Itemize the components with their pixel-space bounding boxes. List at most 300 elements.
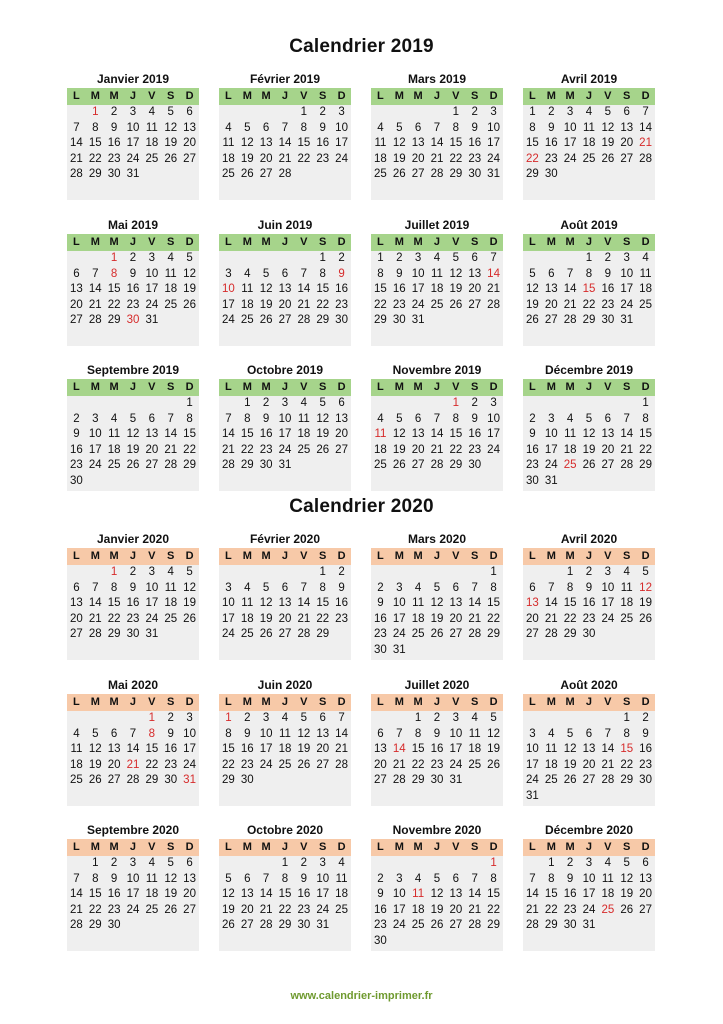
day-cell: 15 <box>316 283 330 295</box>
day-cell: 6 <box>148 412 156 425</box>
month-block <box>219 71 351 200</box>
day-cell: 11 <box>241 597 254 609</box>
day-cell: 10 <box>392 597 406 609</box>
day-cell: 16 <box>335 283 348 295</box>
day-empty <box>428 565 447 581</box>
day-cell: 22 <box>487 612 500 625</box>
weekday-header <box>219 88 351 105</box>
day-cell: 26 <box>316 443 330 456</box>
weekday-label: M <box>394 90 404 102</box>
weekday-label: D <box>185 90 194 102</box>
day-cell: 29 <box>222 774 235 786</box>
weekday-label: L <box>377 90 384 102</box>
day-cell: 30 <box>563 919 577 931</box>
day-cell: 13 <box>582 743 596 755</box>
day-empty <box>371 711 390 727</box>
day-cell: 17 <box>544 443 558 456</box>
weekday-label: M <box>394 381 404 393</box>
day-cell: 19 <box>526 298 539 311</box>
day-cell: 30 <box>335 314 348 326</box>
day-cell: 6 <box>110 727 118 740</box>
weekday-label: M <box>242 381 252 393</box>
day-cell: 16 <box>582 597 596 609</box>
day-cell: 17 <box>183 743 196 755</box>
day-grid <box>219 396 351 491</box>
day-cell: 22 <box>449 443 463 456</box>
day-cell: 23 <box>374 628 387 640</box>
day-empty <box>390 856 409 872</box>
day-cell: 2 <box>129 252 137 264</box>
day-cell: 10 <box>126 872 140 885</box>
day-cell: 30 <box>374 934 387 947</box>
weekday-label: D <box>337 550 346 562</box>
day-cell: 29 <box>544 919 558 931</box>
day-cell: 1 <box>319 566 326 578</box>
day-cell: 8 <box>319 267 326 280</box>
day-cell: 29 <box>88 919 102 931</box>
day-cell: 23 <box>468 443 482 456</box>
month-block <box>219 362 351 491</box>
day-cell: 30 <box>392 314 406 326</box>
day-cell: 4 <box>338 857 345 869</box>
day-cell: 12 <box>88 743 102 755</box>
weekday-header <box>67 839 199 856</box>
day-cell: 8 <box>148 727 156 740</box>
day-cell: 5 <box>490 712 497 724</box>
day-cell: 30 <box>259 459 273 471</box>
day-cell: 17 <box>316 888 330 900</box>
day-cell: 2 <box>433 712 441 724</box>
weekday-label: J <box>433 696 441 708</box>
month-block <box>67 677 199 806</box>
day-empty <box>276 565 295 581</box>
day-cell: 18 <box>164 597 178 609</box>
day-cell: 4 <box>642 252 649 264</box>
day-cell: 17 <box>487 137 500 149</box>
day-empty <box>142 396 161 412</box>
day-cell: 27 <box>620 152 634 165</box>
day-cell: 12 <box>563 743 577 755</box>
day-cell: 15 <box>544 888 558 900</box>
day-cell: 16 <box>526 443 539 456</box>
month-block <box>523 362 655 491</box>
weekday-label: L <box>225 381 232 393</box>
day-cell: 11 <box>164 267 177 280</box>
day-cell: 28 <box>70 168 83 180</box>
day-cell: 7 <box>73 121 80 134</box>
day-cell: 11 <box>222 137 235 149</box>
weekday-label: S <box>471 696 479 708</box>
weekday-label: M <box>413 90 423 102</box>
day-empty <box>219 105 238 121</box>
day-cell: 15 <box>639 428 652 440</box>
day-cell: 9 <box>433 727 441 740</box>
day-cell: 1 <box>281 857 289 869</box>
day-cell: 24 <box>544 459 558 471</box>
weekday-label: M <box>565 550 575 562</box>
day-cell: 21 <box>601 758 615 771</box>
day-cell: 23 <box>526 459 539 471</box>
day-cell: 16 <box>392 283 406 295</box>
day-cell: 19 <box>316 428 330 440</box>
weekday-label: V <box>452 236 460 248</box>
day-cell: 25 <box>70 774 83 786</box>
day-cell: 1 <box>148 712 156 724</box>
day-empty <box>428 105 447 121</box>
day-cell: 3 <box>396 581 403 594</box>
day-cell: 11 <box>145 872 158 885</box>
day-cell: 30 <box>297 919 311 931</box>
day-cell: 12 <box>392 428 406 440</box>
day-cell: 26 <box>259 314 273 326</box>
weekday-label: L <box>73 381 80 393</box>
day-cell: 25 <box>639 298 652 311</box>
day-cell: 29 <box>316 628 330 640</box>
day-cell: 26 <box>487 758 500 771</box>
day-cell: 11 <box>241 283 254 295</box>
day-cell: 20 <box>411 443 425 456</box>
day-grid <box>523 251 655 346</box>
day-cell: 5 <box>396 412 403 425</box>
day-cell: 8 <box>548 872 555 885</box>
day-cell: 29 <box>88 168 102 180</box>
day-cell: 7 <box>566 267 574 280</box>
day-cell: 6 <box>548 267 555 280</box>
day-cell: 18 <box>278 743 292 755</box>
day-cell: 28 <box>526 919 539 931</box>
day-cell: 25 <box>164 612 178 625</box>
day-cell: 13 <box>411 428 425 440</box>
day-cell: 19 <box>88 758 102 771</box>
day-cell: 8 <box>110 581 118 594</box>
day-cell: 5 <box>433 581 441 594</box>
weekday-label: M <box>109 696 119 708</box>
day-empty <box>598 396 617 412</box>
day-cell: 24 <box>145 298 159 311</box>
day-cell: 28 <box>70 919 83 931</box>
day-cell: 6 <box>377 727 384 740</box>
day-cell: 20 <box>145 443 159 456</box>
day-cell: 3 <box>414 252 422 264</box>
day-cell: 12 <box>126 428 140 440</box>
day-cell: 12 <box>430 597 444 609</box>
day-cell: 11 <box>412 597 425 609</box>
day-cell: 18 <box>374 152 387 165</box>
month-name: Mai 2020 <box>107 678 159 692</box>
day-cell: 6 <box>414 121 422 134</box>
day-cell: 24 <box>449 758 463 771</box>
day-cell: 19 <box>240 152 254 165</box>
weekday-label: M <box>546 90 556 102</box>
day-cell: 21 <box>126 758 140 771</box>
day-cell: 16 <box>601 283 615 295</box>
weekday-label: J <box>433 381 441 393</box>
day-cell: 30 <box>582 628 596 640</box>
day-grid <box>371 251 503 346</box>
weekday-label: S <box>471 841 479 853</box>
day-cell: 30 <box>107 919 121 931</box>
day-cell: 21 <box>639 137 652 149</box>
weekday-header <box>523 694 655 711</box>
day-cell: 23 <box>316 152 330 165</box>
day-empty <box>219 856 238 872</box>
footer-url[interactable]: www.calendrier-imprimer.fr <box>290 990 433 1002</box>
weekday-label: L <box>73 696 80 708</box>
day-cell: 22 <box>411 758 425 771</box>
day-cell: 2 <box>396 252 403 264</box>
weekday-label: D <box>641 381 650 393</box>
day-cell: 22 <box>544 903 558 916</box>
day-empty <box>161 396 180 412</box>
day-cell: 5 <box>167 106 174 118</box>
day-cell: 18 <box>639 283 652 295</box>
day-cell: 8 <box>490 581 497 594</box>
weekday-label: M <box>242 90 252 102</box>
day-empty <box>390 396 409 412</box>
day-cell: 6 <box>642 857 649 869</box>
day-cell: 19 <box>392 152 406 165</box>
day-cell: 15 <box>183 428 196 440</box>
day-cell: 31 <box>145 314 159 326</box>
day-cell: 22 <box>582 298 596 311</box>
day-cell: 6 <box>73 581 80 594</box>
weekday-label: S <box>623 236 631 248</box>
day-cell: 12 <box>487 727 500 740</box>
day-cell: 28 <box>487 298 500 311</box>
day-cell: 18 <box>297 428 311 440</box>
day-cell: 20 <box>582 758 596 771</box>
day-empty <box>294 565 313 581</box>
day-cell: 10 <box>411 267 425 280</box>
day-cell: 8 <box>529 121 536 134</box>
day-cell: 26 <box>183 612 196 625</box>
day-cell: 18 <box>222 152 235 165</box>
day-cell: 14 <box>259 888 273 900</box>
day-cell: 13 <box>70 283 83 295</box>
weekday-header <box>219 548 351 565</box>
day-cell: 15 <box>297 137 311 149</box>
day-cell: 2 <box>566 857 574 869</box>
day-cell: 9 <box>262 412 270 425</box>
day-empty <box>428 396 447 412</box>
day-cell: 16 <box>335 597 348 609</box>
day-cell: 24 <box>145 612 159 625</box>
day-empty <box>617 396 636 412</box>
day-cell: 14 <box>487 267 500 280</box>
day-cell: 31 <box>145 628 159 640</box>
month-block <box>523 822 655 951</box>
day-cell: 10 <box>449 727 463 740</box>
day-cell: 31 <box>183 774 196 786</box>
day-empty <box>67 856 86 872</box>
day-cell: 10 <box>278 412 292 425</box>
weekday-label: D <box>337 381 346 393</box>
weekday-label: V <box>148 90 156 102</box>
day-cell: 18 <box>544 758 558 771</box>
weekday-header <box>67 234 199 251</box>
day-cell: 18 <box>430 283 444 295</box>
weekday-label: S <box>167 90 175 102</box>
weekday-label: D <box>641 90 650 102</box>
day-cell: 23 <box>468 152 482 165</box>
day-cell: 24 <box>335 152 348 165</box>
day-cell: 28 <box>430 459 444 471</box>
day-cell: 7 <box>262 872 270 885</box>
day-cell: 5 <box>604 106 612 118</box>
weekday-label: V <box>604 90 612 102</box>
day-cell: 15 <box>526 137 539 149</box>
day-cell: 12 <box>601 121 615 134</box>
day-cell: 8 <box>319 581 326 594</box>
day-cell: 8 <box>110 267 118 280</box>
day-empty <box>542 711 561 727</box>
day-cell: 23 <box>126 612 140 625</box>
day-cell: 11 <box>431 267 443 280</box>
day-cell: 16 <box>563 888 577 900</box>
day-cell: 12 <box>183 581 196 594</box>
day-cell: 27 <box>278 314 292 326</box>
month-name: Octobre 2019 <box>246 363 324 377</box>
day-grid <box>523 396 655 491</box>
weekday-header <box>371 234 503 251</box>
weekday-label: M <box>413 696 423 708</box>
day-cell: 1 <box>300 106 308 118</box>
day-cell: 10 <box>316 872 330 885</box>
day-cell: 7 <box>623 412 630 425</box>
day-cell: 24 <box>392 628 406 640</box>
day-cell: 2 <box>319 106 326 118</box>
day-cell: 8 <box>642 412 649 425</box>
day-cell: 22 <box>278 903 292 916</box>
day-cell: 28 <box>278 168 292 180</box>
day-cell: 3 <box>548 412 555 425</box>
day-grid <box>523 565 655 660</box>
day-cell: 24 <box>601 612 615 625</box>
day-cell: 24 <box>259 758 273 771</box>
month-name: Janvier 2019 <box>96 72 170 86</box>
day-cell: 23 <box>107 152 121 165</box>
day-cell: 16 <box>374 903 387 916</box>
day-cell: 20 <box>639 888 652 900</box>
day-cell: 4 <box>377 412 384 425</box>
day-cell: 25 <box>582 152 596 165</box>
weekday-label: M <box>90 381 100 393</box>
day-cell: 6 <box>244 872 251 885</box>
day-cell: 12 <box>430 888 444 900</box>
weekday-label: M <box>565 696 575 708</box>
day-cell: 4 <box>300 397 308 409</box>
weekday-label: S <box>319 90 327 102</box>
day-cell: 4 <box>585 106 593 118</box>
day-cell: 4 <box>148 106 156 118</box>
day-cell: 1 <box>490 857 497 869</box>
weekday-label: M <box>109 236 119 248</box>
day-cell: 9 <box>129 267 137 280</box>
day-cell: 13 <box>468 267 482 280</box>
day-cell: 4 <box>566 412 574 425</box>
weekday-label: V <box>604 381 612 393</box>
day-cell: 7 <box>471 581 478 594</box>
day-cell: 22 <box>526 152 539 165</box>
day-cell: 13 <box>526 597 539 609</box>
day-empty <box>67 711 86 727</box>
weekday-label: D <box>489 550 498 562</box>
day-cell: 23 <box>107 903 121 916</box>
day-cell: 2 <box>167 712 174 724</box>
day-cell: 24 <box>526 774 539 786</box>
weekday-label: M <box>394 236 404 248</box>
day-cell: 27 <box>411 459 425 471</box>
day-cell: 28 <box>430 168 444 180</box>
weekday-header <box>219 234 351 251</box>
day-grid <box>219 565 351 660</box>
day-cell: 8 <box>186 412 193 425</box>
day-grid <box>371 856 503 951</box>
month-name: Août 2019 <box>560 218 618 232</box>
day-cell: 24 <box>487 443 500 456</box>
day-cell: 26 <box>449 298 463 311</box>
day-cell: 5 <box>262 581 270 594</box>
day-cell: 23 <box>164 758 178 771</box>
month-name: Mars 2019 <box>407 72 467 86</box>
day-grid <box>67 565 199 660</box>
month-block <box>371 677 503 806</box>
day-empty <box>276 105 295 121</box>
day-empty <box>219 396 238 412</box>
day-cell: 5 <box>319 397 326 409</box>
day-empty <box>523 711 542 727</box>
day-cell: 3 <box>452 712 460 724</box>
weekday-label: S <box>471 381 479 393</box>
day-cell: 10 <box>601 581 615 594</box>
month-name: Novembre 2019 <box>392 363 482 377</box>
day-cell: 7 <box>129 727 137 740</box>
weekday-label: S <box>471 236 479 248</box>
day-cell: 9 <box>73 428 80 440</box>
day-empty <box>238 565 257 581</box>
day-cell: 26 <box>526 314 539 326</box>
day-cell: 21 <box>430 443 444 456</box>
day-cell: 5 <box>433 872 441 885</box>
day-cell: 14 <box>297 283 311 295</box>
day-cell: 4 <box>244 267 251 280</box>
weekday-label: J <box>281 236 289 248</box>
day-cell: 14 <box>544 597 558 609</box>
day-empty <box>67 396 86 412</box>
day-cell: 10 <box>335 121 348 134</box>
day-cell: 22 <box>222 758 235 771</box>
month-block <box>371 71 503 200</box>
day-cell: 19 <box>164 137 178 149</box>
day-cell: 10 <box>487 121 500 134</box>
month-block <box>219 677 351 806</box>
weekday-label: L <box>73 550 80 562</box>
day-cell: 6 <box>414 412 422 425</box>
month-name: Janvier 2020 <box>96 532 170 546</box>
weekday-label: M <box>261 696 271 708</box>
weekday-label: S <box>623 90 631 102</box>
day-cell: 16 <box>240 743 254 755</box>
day-cell: 2 <box>300 857 308 869</box>
day-cell: 30 <box>164 774 178 786</box>
day-empty <box>67 565 86 581</box>
day-cell: 10 <box>145 581 159 594</box>
day-cell: 19 <box>601 137 615 149</box>
weekday-label: M <box>90 90 100 102</box>
day-empty <box>542 396 561 412</box>
weekday-label: V <box>300 381 308 393</box>
day-empty <box>371 856 390 872</box>
